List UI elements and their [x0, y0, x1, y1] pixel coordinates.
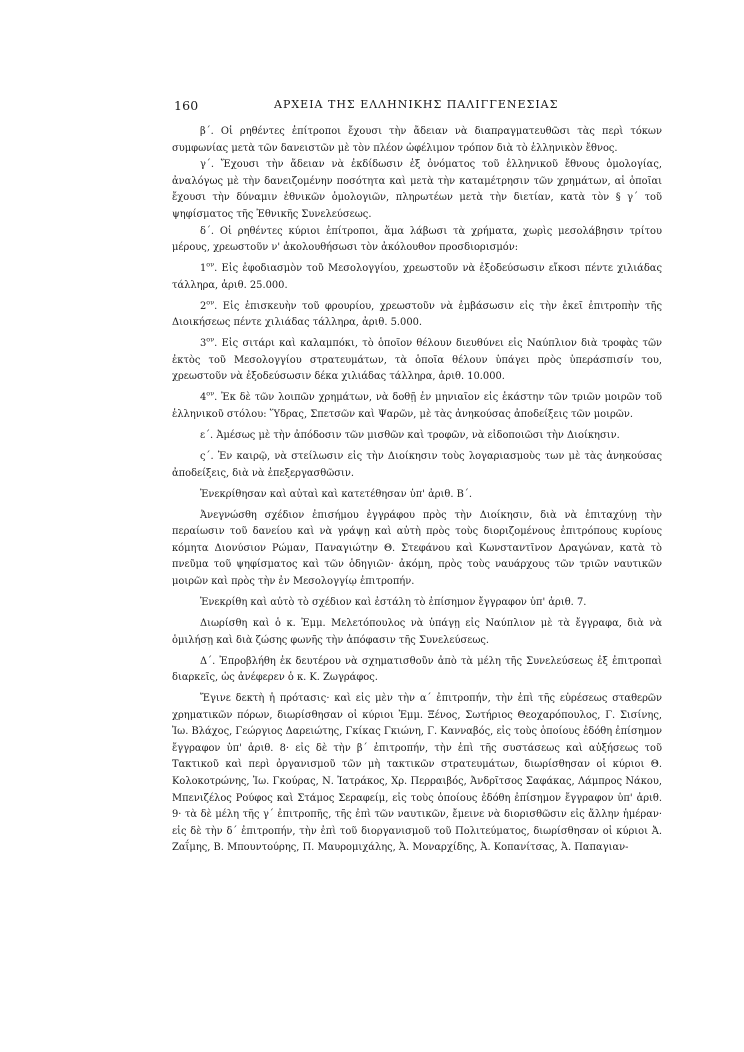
paragraph-committees: Ἔγινε δεκτὴ ἡ πρότασις· καὶ εἰς μὲν τὴν α΄ ἐπιτροπήν, τὴν ἐπὶ τῆς εὑρέσεως σταθερῶν χρηματικῶν πόρων, διωρίσθησαν οἱ κύριοι Ἐμμ. Ξένος, Σωτήριος Θεοχαρόπουλος, Γ. Σισίνης, Ἰω. Βλάχος, Γεώργιος Δαρειώτης, Γκίκας Γκιώνη, Γ. Κανναβός, εἰς τοὺς ὁποίους ἐδόθη ἐπίσημον ἔγγραφον ὑπ' ἀριθ. 8· εἰς δὲ τὴν β΄ ἐπιτροπήν, τὴν ἐπὶ τῆς συστάσεως καὶ αὐξήσεως τοῦ Τακτικοῦ καὶ περὶ ὀργανισμοῦ τῶν μὴ τακτικῶν στρατευμάτων, διωρίσθησαν οἱ κύριοι Θ. Κολοκοτρώνης, Ἰω. Γκούρας, Ν. Ἰατράκος, Χρ. Περραιβός, Ἀνδρῖτσος Σαφάκας, Λάμπρος Νάκου, Μπενιζέλος Ρούφος καὶ Στάμος Σεραφείμ, εἰς τοὺς ὁποίους ἐδόθη ἐπίσημον ἔγγραφον ὑπ' ἀριθ. 9· τὰ δὲ μέλη τῆς γ΄ ἐπιτροπῆς, τῆς ἐπὶ τῶν ναυτικῶν, ἔμεινε νὰ διορισθῶσιν εἰς ἄλλην ἡμέραν· εἰς δὲ τὴν δ΄ ἐπιτροπήν, τὴν ἐπὶ τοῦ διοργανισμοῦ τοῦ Πολιτεύματος, διωρίσθησαν οἱ κύριοι Ἀ. Ζαΐμης, Β. Μπουντούρης, Π. Μαυρομιχάλης, Ἀ. Μοναρχίδης, Ἀ. Κοπανίτσας, Ἀ. Παπαγιαν-	[172, 693, 662, 854]
item-text: . Εἰς ἐφοδιασμὸν τοῦ Μεσολογγίου, χρεωστοῦν νὰ ἐξοδεύσωσιν εἴκοσι πέντε χιλιάδας τάλληρα, ἀριθ. 25.000.	[172, 263, 662, 291]
paragraph-beta: β΄. Οἱ ρηθέντες ἐπίτροποι ἔχουσι τὴν ἄδειαν νὰ διαπραγματευθῶσι τὰς περὶ τόκων συμφωνίας μετὰ τῶν δανειστῶν μὲ τὸν πλέον ὠφέλιμον τρόπον διὰ τὸ ἑλληνικὸν ἔθνος.	[172, 126, 662, 154]
paragraph-delta: δ΄. Οἱ ρηθέντες κύριοι ἐπίτροποι, ἅμα λάβωσι τὰ χρήματα, χωρὶς μεσολάβησιν τρίτου μέρους, χρεωστοῦν ν' ἀκολουθήσωσι τὸν ἀκόλουθον προσδιορισμόν:	[172, 225, 662, 254]
paragraph-epsilon: ε΄. Ἀμέσως μὲ τὴν ἀπόδοσιν τῶν μισθῶν καὶ τροφῶν, νὰ εἰδοποιῶσι τὴν Διοίκησιν.	[200, 430, 620, 442]
paragraph-section-delta: Δ΄. Ἐπροβλήθη ἐκ δευτέρου νὰ σχηματισθοῦν ἀπὸ τὰ μέλη τῆς Συνελεύσεως ἐξ ἐπιτροπαὶ διαρκεῖς, ὡς ἀνέφερεν ὁ κ. Κ. Ζωγράφος.	[172, 655, 662, 684]
numbered-item	[172, 336, 662, 386]
page-header	[174, 98, 662, 114]
paragraph-approval-7: Ἐνεκρίθη καὶ αὐτὸ τὸ σχέδιον καὶ ἐστάλη τὸ ἐπίσημον ἔγγραφον ὑπ' ἀριθ. 7.	[200, 596, 587, 608]
paragraph-meletopoulos: Διωρίσθη καὶ ὁ κ. Ἐμμ. Μελετόπουλος νὰ ὑπάγῃ εἰς Ναύπλιον μὲ τὰ ἔγγραφα, διὰ νὰ ὁμιλήσῃ καὶ διὰ ζώσης φωνῆς τὴν ἀπόφασιν τῆς Συνελεύσεως.	[172, 617, 662, 646]
body-text	[172, 124, 662, 857]
paragraph-draft-letter: Ἀνεγνώσθη σχέδιον ἐπισήμου ἐγγράφου πρὸς τὴν Διοίκησιν, διὰ νὰ ἐπιταχύνῃ τὴν περαίωσιν τοῦ δανείου καὶ νὰ γράψῃ καὶ αὐτὴ πρὸς τοὺς διοριζομένους ἐπιτρόπους κυρίους κόμητα Διονύσιον Ρώμαν, Παναγιώτην Θ. Στεφάνου καὶ Κωνσταντῖνον Δραγώναν, κατὰ τὸ πνεῦμα τοῦ ψηφίσματος καὶ τῶν ὁδηγιῶν· ἀκόμη, πρὸς τοὺς ναυάρχους τῶν τριῶν ναυτικῶν μοιρῶν καὶ πρὸς τὴν ἐν Μεσολογγίῳ ἐπιτροπήν.	[172, 509, 662, 587]
paragraph-stigma: ς΄. Ἐν καιρῷ, νὰ στείλωσιν εἰς τὴν Διοίκησιν τοὺς λογαριασμοὺς των μὲ τὰς ἀνηκούσας ἀποδείξεις, διὰ νὰ ἐπεξεργασθῶσιν.	[172, 451, 662, 479]
item-text: . Εἰς σιτάρι καὶ καλαμπόκι, τὸ ὁποῖον θέλουν διευθύνει εἰς Ναύπλιον διὰ τροφὰς τῶν ἐκτὸς τοῦ Μεσολογγίου στρατευμάτων, τὰ ὁποῖα θέλουν ὑπάγει πρὸς ὑπεράσπισίν του, χρεωστοῦν νὰ ἐξοδεύσωσιν δέκα χιλιάδας τάλληρα, ἀριθ. 10.000.	[172, 338, 662, 383]
item-ordinal-suffix: ον	[206, 260, 215, 269]
item-ordinal-suffix: ον	[206, 298, 215, 307]
page-number: 160	[174, 98, 199, 113]
numbered-item	[172, 299, 662, 332]
item-ordinal-number: 4	[200, 392, 207, 404]
item-text: . Ἐκ δὲ τῶν λοιπῶν χρημάτων, νὰ δοθῇ ἐν μηνιαῖον εἰς ἑκάστην τῶν τριῶν μοιρῶν τοῦ ἑλληνικοῦ στόλου: Ὕδρας, Σπετσῶν καὶ Ψαρῶν, μὲ τὰς ἀνηκούσας ἀποδείξεις τῶν μοιρῶν.	[172, 392, 662, 421]
item-ordinal-suffix: ον	[206, 336, 215, 344]
item-ordinal-number: 1	[200, 263, 207, 275]
approval-note: Ἐνεκρίθησαν καὶ αὐταὶ καὶ κατετέθησαν ὑπ' ἀριθ. Β΄.	[200, 488, 472, 500]
item-ordinal-number: 3	[200, 338, 207, 350]
numbered-item	[172, 261, 662, 294]
item-text: . Εἰς ἐπισκευὴν τοῦ φρουρίου, χρεωστοῦν νὰ ἐμβάσωσιν εἰς τὴν ἐκεῖ ἐπιτροπὴν τῆς Διοικήσεως πέντε χιλιάδας τάλληρα, ἀριθ. 5.000.	[172, 300, 662, 329]
numbered-item	[172, 390, 662, 423]
item-ordinal-number: 2	[200, 300, 207, 312]
paragraph-gamma: γ΄. Ἔχουσι τὴν ἄδειαν νὰ ἐκδίδωσιν ἐξ ὀνόματος τοῦ ἑλληνικοῦ ἔθνους ὁμολογίας, ἀναλόγως μὲ τὴν δανειζομένην ποσότητα καὶ μετὰ τὴν καταμέτρησιν τῶν χρημάτων, αἱ ὁποῖαι ἔχουσι τὴν δύναμιν ἐθνικῶν ὁμολογιῶν, πληρωτέων μετὰ τὴν διετίαν, κατὰ τὸν § γ΄ τοῦ ψηφίσματος τῆς Ἐθνικῆς Συνελεύσεως.	[172, 159, 662, 220]
item-ordinal-suffix: ον	[206, 390, 215, 399]
running-title: ΑΡΧΕΙΑ ΤΗΣ ΕΛΛΗΝΙΚΗΣ ΠΑΛΙΓΓΕΝΕΣΙΑΣ	[274, 98, 559, 111]
